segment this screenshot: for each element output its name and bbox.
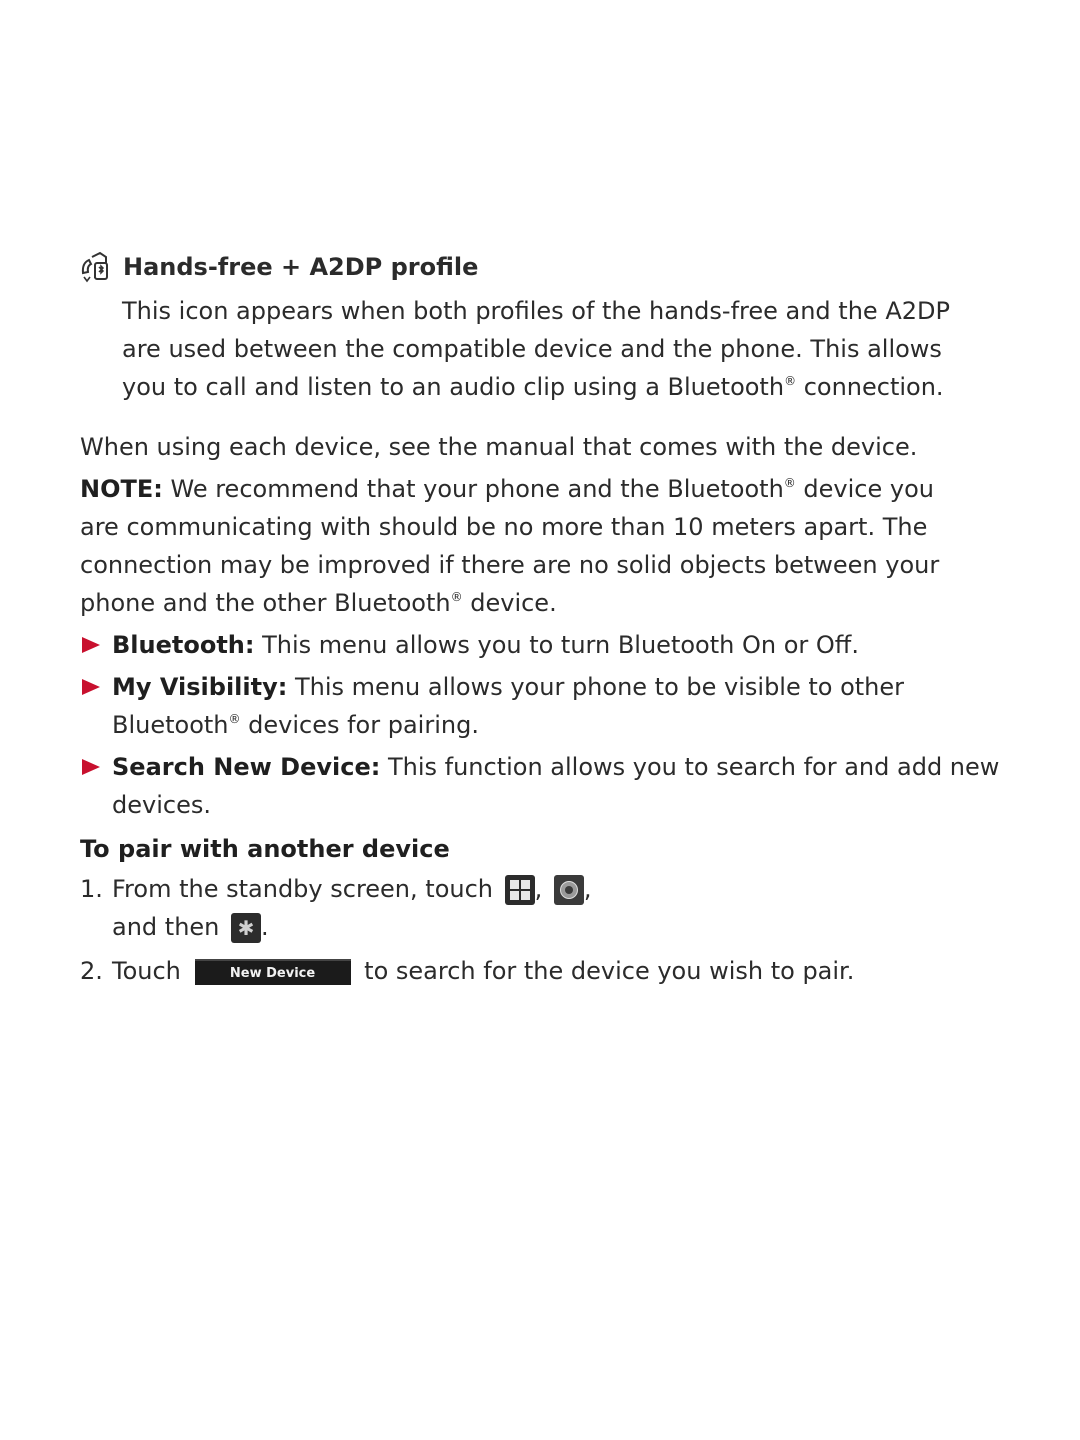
bluetooth-icon: ✱: [231, 913, 261, 943]
profile-desc-line: are used between the compatible device and the phone. This allows: [122, 335, 942, 363]
profile-description: [122, 292, 982, 406]
profile-desc-line: This icon appears when both profiles of the hands-free and the A2DP: [122, 297, 950, 325]
manual-reference-text: When using each device, see the manual that comes with the device.: [80, 433, 918, 461]
hands-free-a2dp-icon: [80, 251, 114, 283]
pair-heading: To pair with another device: [80, 835, 450, 863]
step-1: 1. From the standby screen, touch , , and then ✱ .: [80, 875, 592, 941]
note-block: NOTE: We recommend that your phone and the Bluetooth® device you are communicating with should be no more than 10 meters apart. The connection may be improved if there are no solid objects between your phone and the other Bluetooth® device.: [80, 475, 940, 617]
bullet-arrow-icon: [82, 759, 100, 775]
settings-icon: [554, 875, 584, 905]
profile-desc-line: you to call and listen to an audio clip using a Bluetooth® connection.: [122, 373, 944, 401]
manual-page: Hands-free + A2DP profile This icon appears when both profiles of the hands-free and the A2DP are used between the compatible device and the phone. This allows you to call and listen to an audio clip using a Bluetooth® connection. When using each device, see the manual that comes with the device. NOTE: We recommend that your phone and the Bluetooth® device you are communicating with should be no more than 10 meters apart. The connection may be improved if there are no solid objects between your phone and the other Bluetooth® device. Bluetooth: This menu allows you to turn Bluetooth On or Off. My Visibility: This menu allows your phone to be visible to other Bluetooth® devices for pairing. Search New Device: This function allows you to search for and add new devices. To pair with another device 1. From the standby screen, touch , , and then ✱ . 2. Touch New Device to search for the device you wish to pair.: [0, 0, 1080, 1440]
profile-heading: [80, 248, 980, 288]
apps-grid-icon: [505, 875, 535, 905]
note-label: NOTE:: [80, 475, 163, 503]
bullet-arrow-icon: [82, 637, 100, 653]
step-2: 2. Touch New Device to search for the device you wish to pair.: [80, 957, 855, 985]
bullet-arrow-icon: [82, 679, 100, 695]
profile-title: Hands-free + A2DP profile: [123, 253, 479, 281]
new-device-button[interactable]: New Device: [195, 959, 351, 985]
